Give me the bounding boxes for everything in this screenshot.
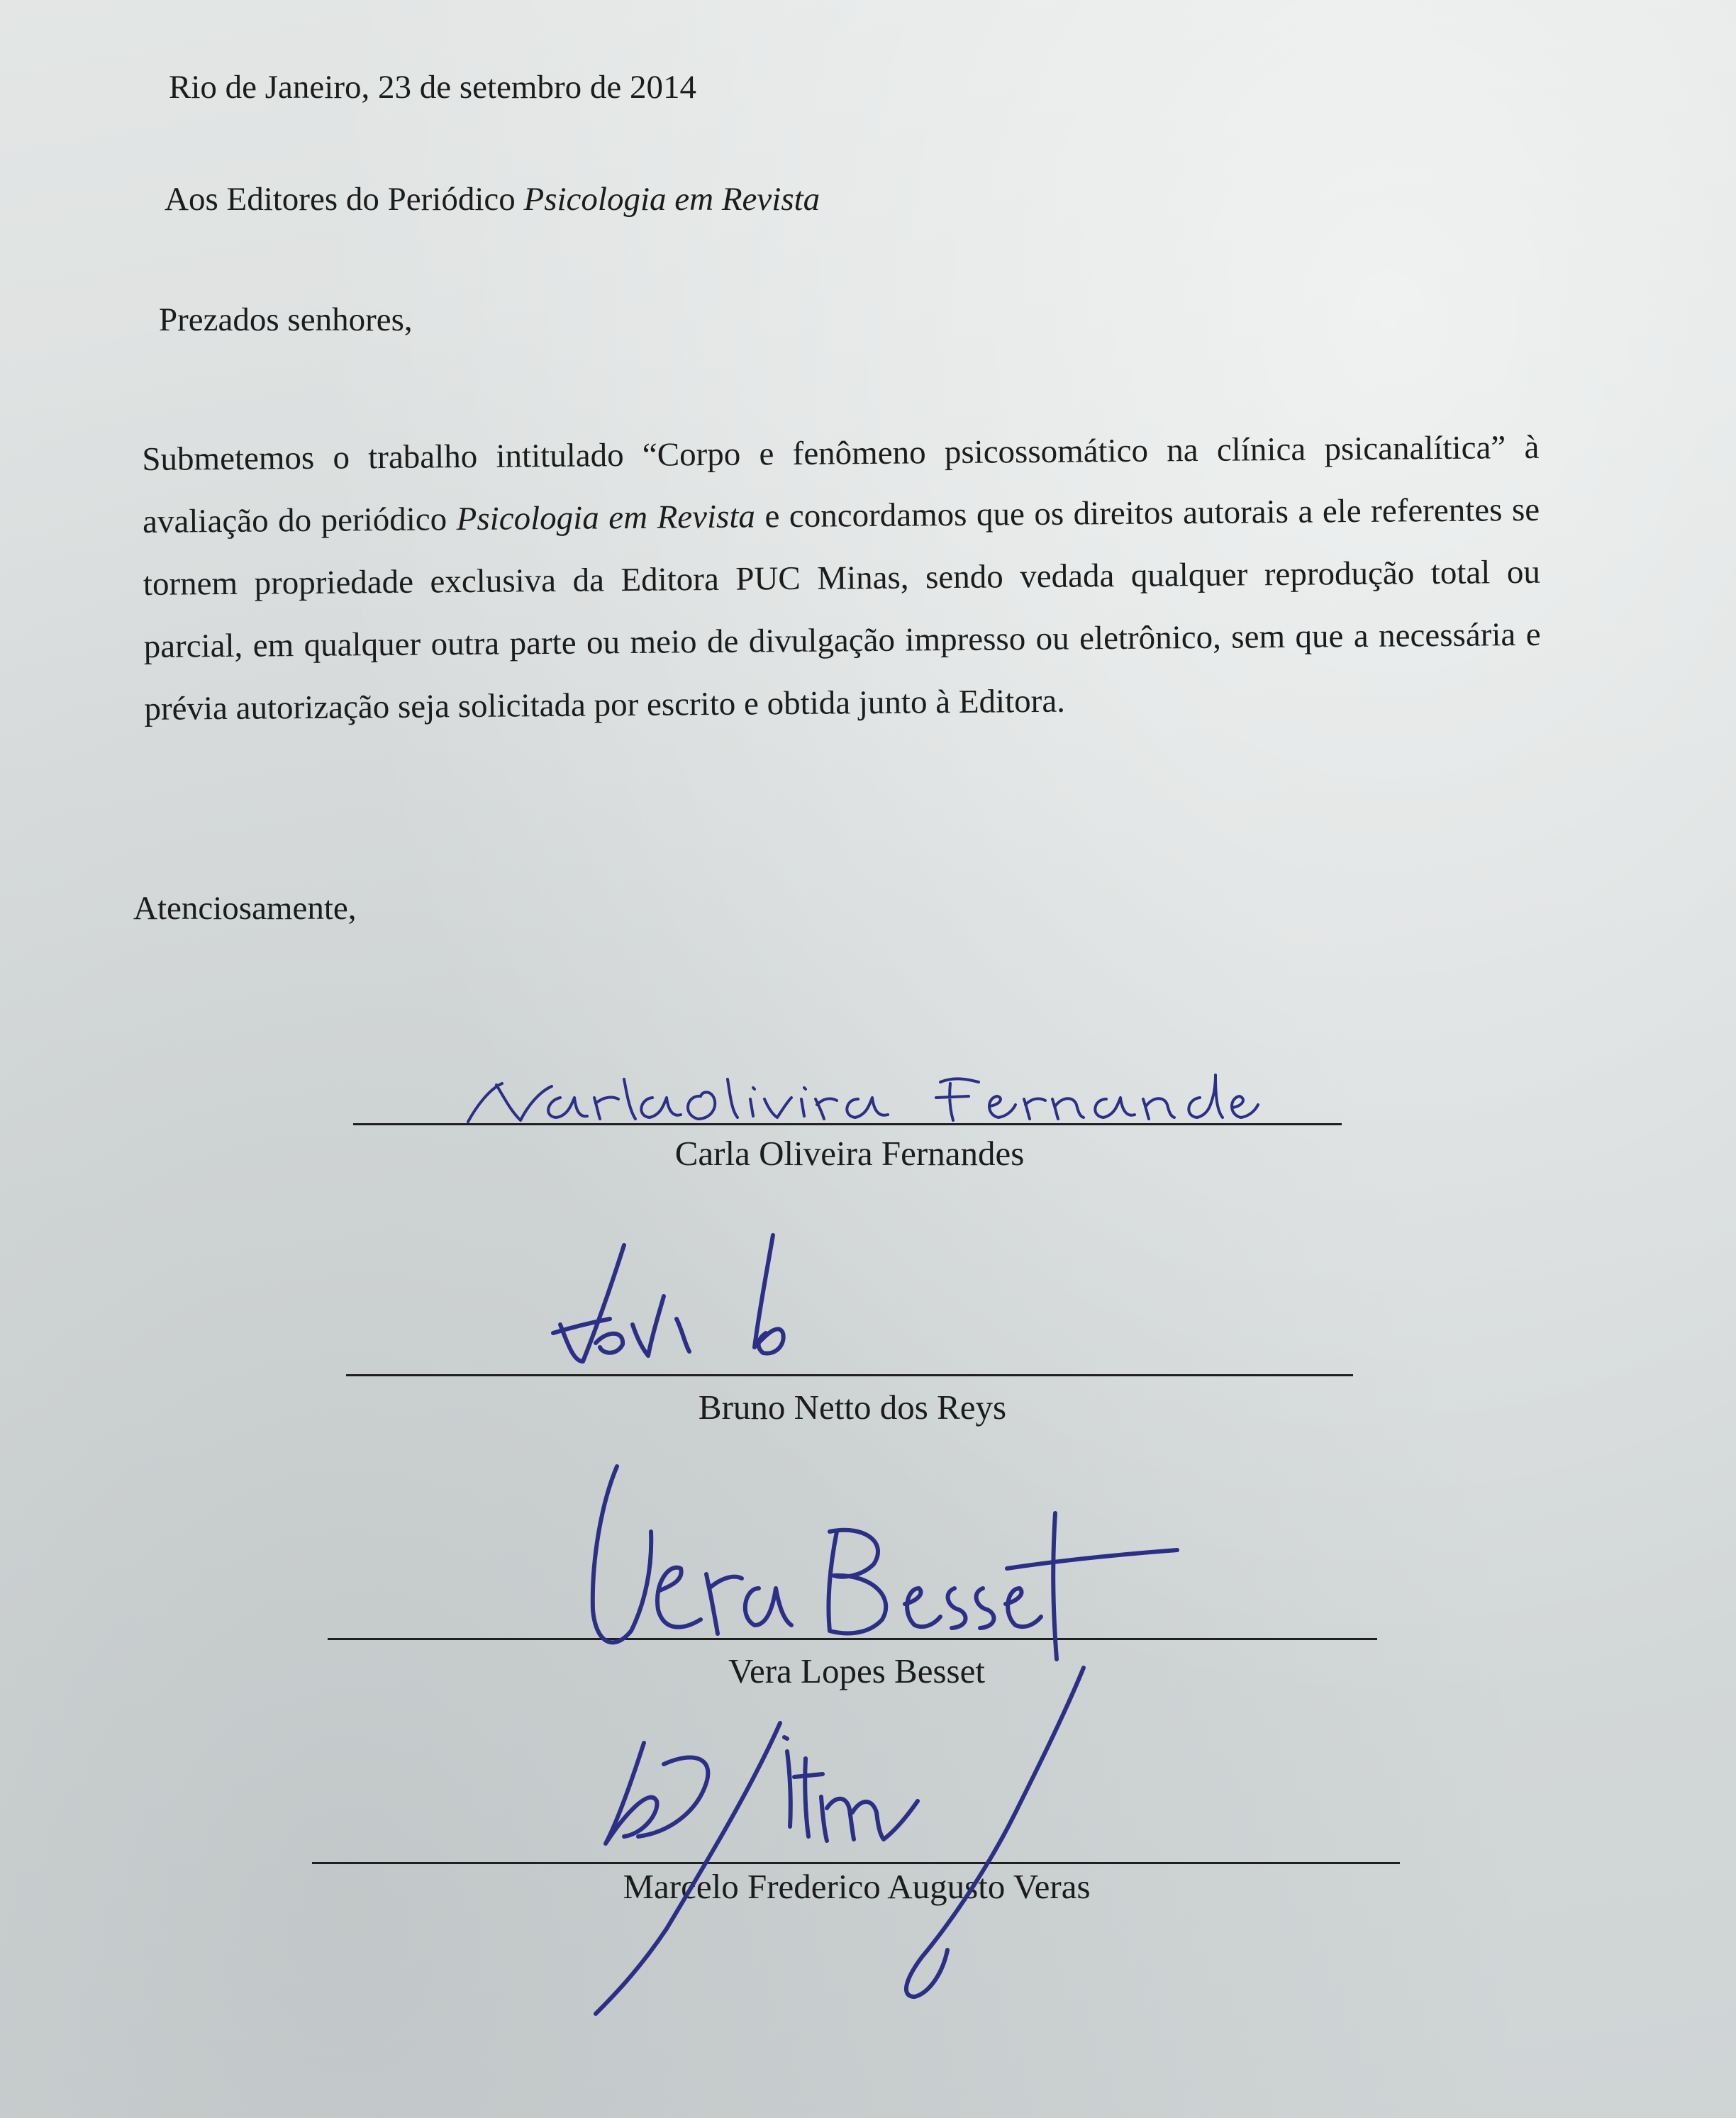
signatory-name-marcelo: Marcelo Frederico Augusto Veras: [623, 1867, 1091, 1906]
signature-marcelo: [596, 1668, 1084, 2014]
place-date: Rio de Janeiro, 23 de setembro de 2014: [169, 69, 696, 106]
salutation: Prezados senhores,: [159, 301, 413, 338]
closing: Atenciosamente,: [133, 890, 357, 927]
signature-carla: [468, 1075, 1258, 1122]
body-text-part2: e concordamos que os direitos autorais a ele referentes se tornem propriedade exclusiva da Editora PUC Minas, sendo vedada qualquer reprodução total ou parcial, em qualquer outra parte ou meio de divulgação impresso ou eletrônico, sem que a necessária e prévia autorização seja solicitada por escrito e obtida junto à Editora.: [143, 491, 1541, 728]
signatory-name-carla: Carla Oliveira Fernandes: [674, 1134, 1025, 1173]
body-journal-name: Psicologia em Revista: [456, 498, 756, 538]
recipient-prefix: Aos Editores do Periódico: [165, 181, 516, 218]
signatory-name-vera: Vera Lopes Besset: [728, 1651, 985, 1690]
body-text-part1: Submetemos o trabalho intitulado “Corpo e fenômeno psicossomático na clínica psicanalítica” à avaliação do periódico: [142, 428, 1540, 540]
journal-name: Psicologia em Revista: [523, 181, 820, 218]
signatory-name-bruno: Bruno Netto dos Reys: [698, 1388, 1007, 1427]
signature-bruno: [553, 1235, 784, 1361]
signature-vera: [593, 1466, 1177, 1659]
